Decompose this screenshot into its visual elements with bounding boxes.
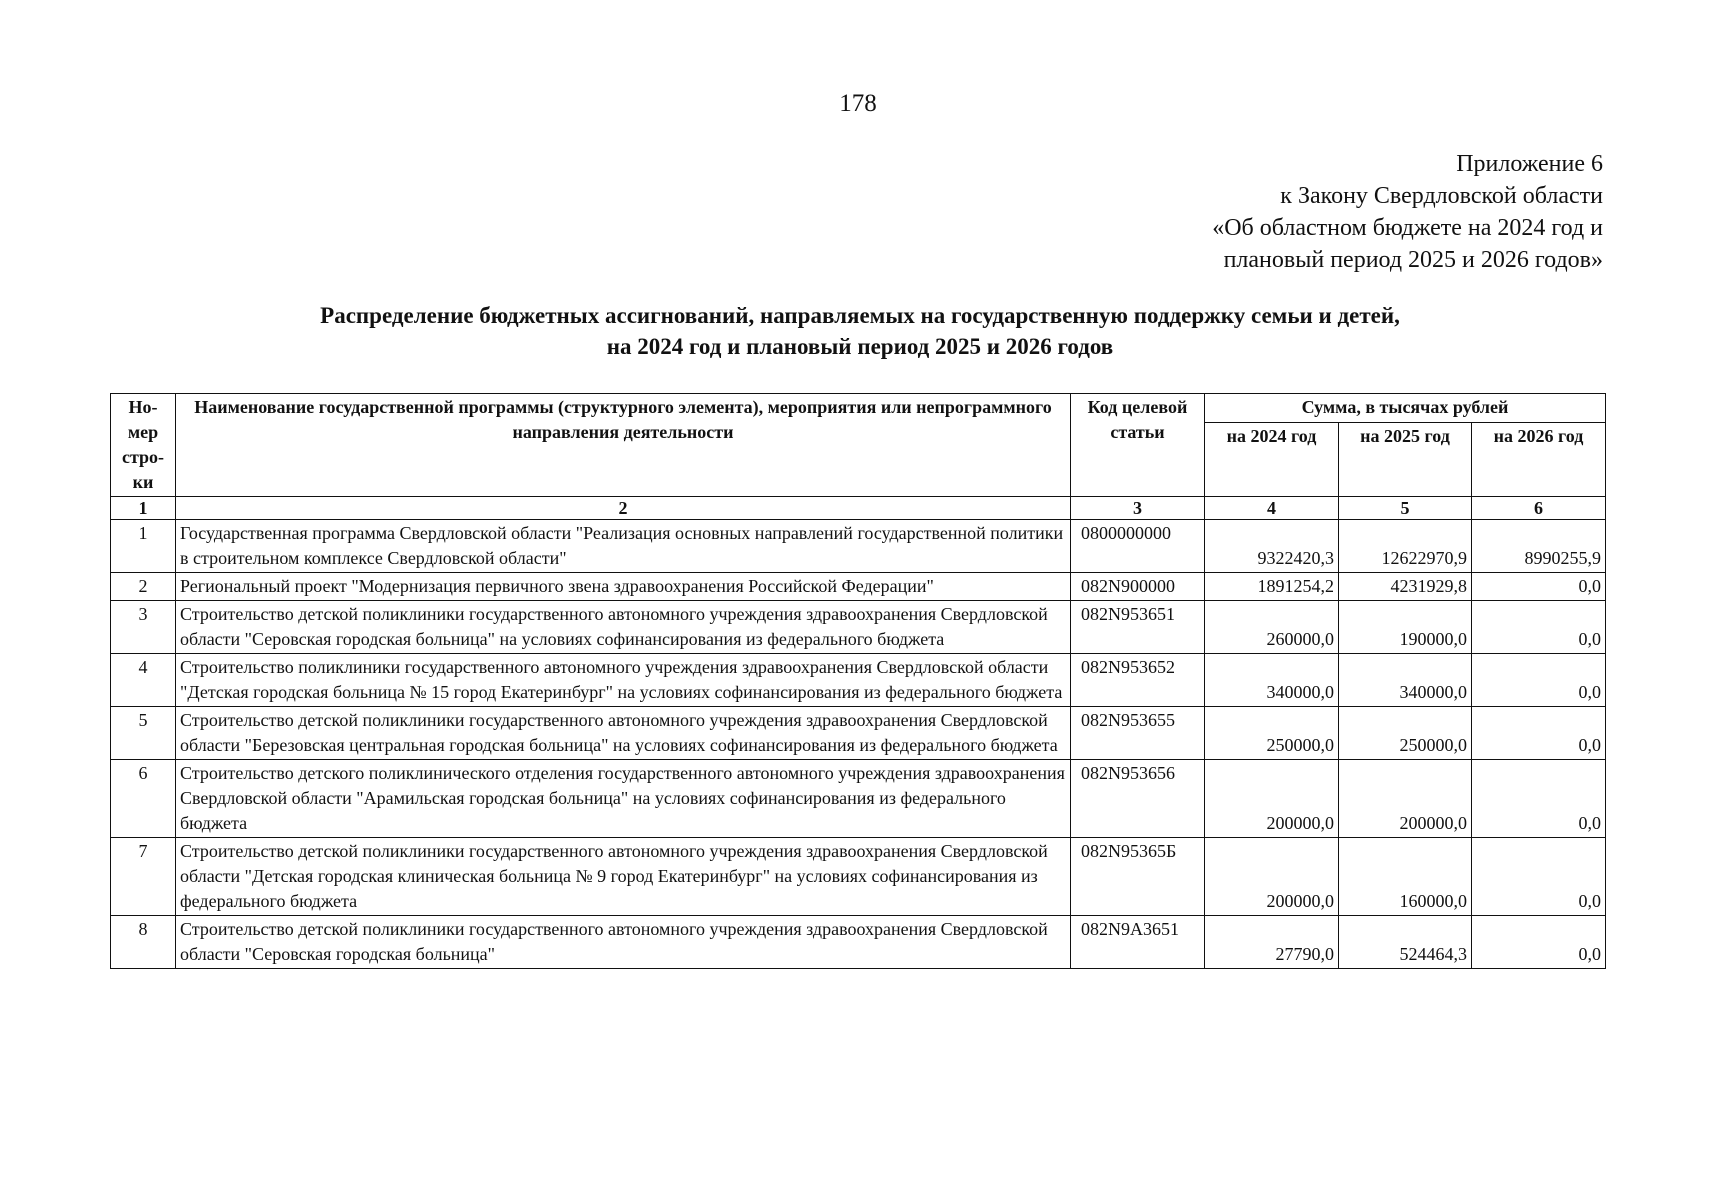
table-header-row	[111, 394, 1606, 423]
budget-table	[110, 393, 1606, 969]
title-line-1: Распределение бюджетных ассигнований, направляемых на государственную поддержку семьи и детей,	[320, 303, 1400, 328]
row-value-2025: 524464,3	[1339, 916, 1472, 969]
row-code: 082N900000	[1071, 573, 1205, 601]
table-row	[111, 601, 1606, 654]
table-row	[111, 654, 1606, 707]
row-code: 0800000000	[1071, 520, 1205, 573]
row-name: Региональный проект "Модернизация первичного звена здравоохранения Российской Федерации"	[176, 573, 1071, 601]
row-code: 082N953652	[1071, 654, 1205, 707]
row-code: 082N953655	[1071, 707, 1205, 760]
row-value-2025: 12622970,9	[1339, 520, 1472, 573]
column-number-row	[111, 497, 1606, 520]
title-line-2: на 2024 год и плановый период 2025 и 2026 годов	[606, 334, 1114, 359]
column-number: 2	[176, 497, 1071, 520]
header-name: Наименование государственной программы (структурного элемента), мероприятия или непрограммного направления деятельности	[176, 394, 1071, 497]
row-number: 4	[111, 654, 176, 707]
row-number: 5	[111, 707, 176, 760]
column-number: 5	[1339, 497, 1472, 520]
row-value-2025: 4231929,8	[1339, 573, 1472, 601]
appendix-line-4: плановый период 2025 и 2026 годов»	[1223, 247, 1603, 273]
row-value-2024: 27790,0	[1205, 916, 1339, 969]
header-year-2024: на 2024 год	[1205, 422, 1339, 496]
header-year-2025: на 2025 год	[1339, 422, 1472, 496]
row-value-2026: 0,0	[1472, 760, 1606, 838]
row-value-2025: 160000,0	[1339, 838, 1472, 916]
row-name: Государственная программа Свердловской области "Реализация основных направлений государственной политики в строительном комплексе Свердловской области"	[176, 520, 1071, 573]
table-row	[111, 838, 1606, 916]
row-name: Строительство детского поликлинического отделения государственного автономного учреждения здравоохранения Свердловской области "Арамильская городская больница" на условиях софинансирования из федерального бюджета	[176, 760, 1071, 838]
row-value-2026: 0,0	[1472, 838, 1606, 916]
row-number: 1	[111, 520, 176, 573]
row-value-2024: 200000,0	[1205, 760, 1339, 838]
column-number: 6	[1472, 497, 1606, 520]
header-row-number: Но- мер стро- ки	[111, 394, 176, 497]
header-code: Код целевой статьи	[1071, 394, 1205, 497]
row-number: 8	[111, 916, 176, 969]
row-name: Строительство детской поликлиники государственного автономного учреждения здравоохранения Свердловской области "Серовская городская больница"	[176, 916, 1071, 969]
column-number: 3	[1071, 497, 1205, 520]
column-number: 4	[1205, 497, 1339, 520]
appendix-line-1: Приложение 6	[1456, 151, 1603, 177]
table-row	[111, 760, 1606, 838]
row-code: 082N953656	[1071, 760, 1205, 838]
row-value-2024: 260000,0	[1205, 601, 1339, 654]
row-name: Строительство детской поликлиники государственного автономного учреждения здравоохранения Свердловской области "Детская городская клиническая больница № 9 город Екатеринбург" на условиях софинансирования из федерального бюджета	[176, 838, 1071, 916]
row-value-2024: 340000,0	[1205, 654, 1339, 707]
header-sum: Сумма, в тысячах рублей	[1205, 394, 1606, 423]
row-value-2026: 8990255,9	[1472, 520, 1606, 573]
row-name: Строительство поликлиники государственного автономного учреждения здравоохранения Свердловской области "Детская городская больница № 15 город Екатеринбург" на условиях софинансирования из федерального бюджета	[176, 654, 1071, 707]
row-value-2026: 0,0	[1472, 601, 1606, 654]
appendix-line-2: к Закону Свердловской области	[1280, 183, 1603, 209]
row-value-2026: 0,0	[1472, 573, 1606, 601]
row-value-2026: 0,0	[1472, 654, 1606, 707]
row-code: 082N953651	[1071, 601, 1205, 654]
row-number: 2	[111, 573, 176, 601]
document-title	[160, 300, 1560, 362]
row-number: 7	[111, 838, 176, 916]
row-code: 082N95365Б	[1071, 838, 1205, 916]
row-value-2024: 1891254,2	[1205, 573, 1339, 601]
row-value-2025: 340000,0	[1339, 654, 1472, 707]
appendix-line-3: «Об областном бюджете на 2024 год и	[1212, 215, 1603, 241]
table-row	[111, 707, 1606, 760]
column-number: 1	[111, 497, 176, 520]
header-year-2026: на 2026 год	[1472, 422, 1606, 496]
table-row	[111, 573, 1606, 601]
row-number: 6	[111, 760, 176, 838]
table-row	[111, 520, 1606, 573]
row-value-2025: 190000,0	[1339, 601, 1472, 654]
row-code: 082N9A3651	[1071, 916, 1205, 969]
row-value-2024: 9322420,3	[1205, 520, 1339, 573]
row-number: 3	[111, 601, 176, 654]
row-value-2024: 200000,0	[1205, 838, 1339, 916]
row-value-2025: 200000,0	[1339, 760, 1472, 838]
row-value-2025: 250000,0	[1339, 707, 1472, 760]
row-name: Строительство детской поликлиники государственного автономного учреждения здравоохранения Свердловской области "Серовская городская больница" на условиях софинансирования из федерального бюджета	[176, 601, 1071, 654]
row-value-2026: 0,0	[1472, 707, 1606, 760]
row-value-2026: 0,0	[1472, 916, 1606, 969]
page-number: 178	[839, 90, 877, 117]
row-value-2024: 250000,0	[1205, 707, 1339, 760]
table-row	[111, 916, 1606, 969]
row-name: Строительство детской поликлиники государственного автономного учреждения здравоохранения Свердловской области "Березовская центральная городская больница" на условиях софинансирования из федерального бюджета	[176, 707, 1071, 760]
appendix-header	[903, 148, 1603, 276]
